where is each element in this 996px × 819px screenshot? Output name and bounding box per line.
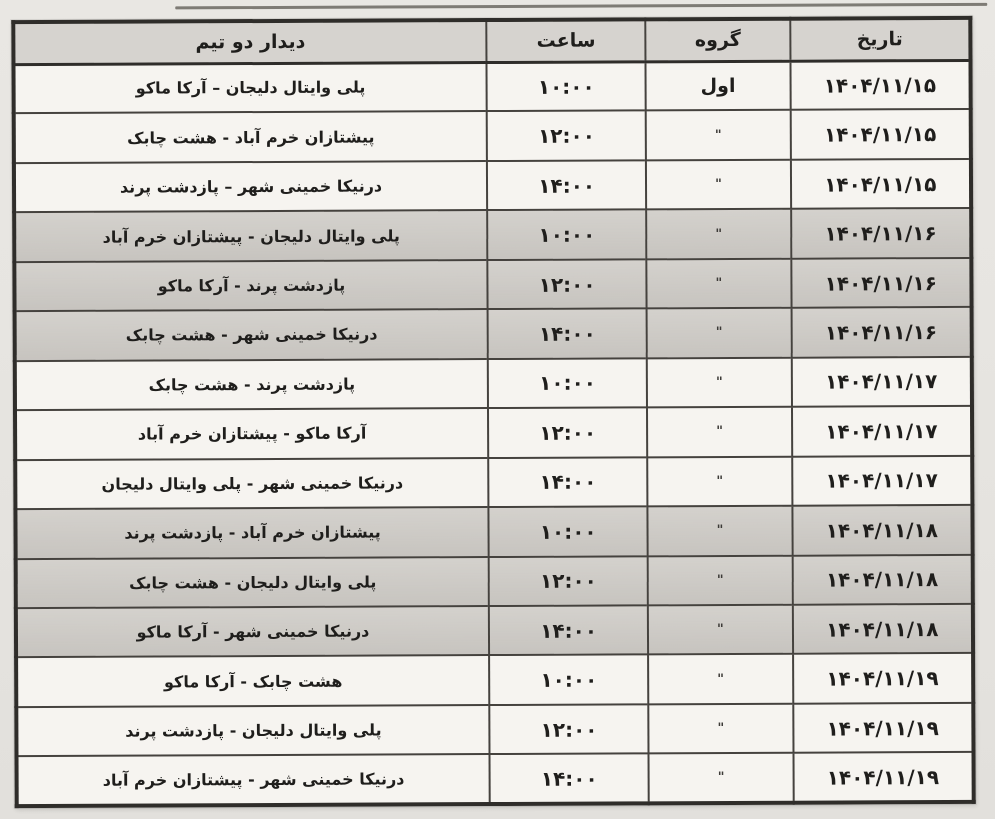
date-cell: ۱۴۰۴/۱۱/۱۹ — [794, 752, 975, 802]
date-cell: ۱۴۰۴/۱۱/۱۹ — [794, 703, 975, 753]
match-cell: پازدشت پرند - آرکا ماکو — [15, 260, 488, 312]
group-cell: " — [649, 654, 794, 704]
date-cell: ۱۴۰۴/۱۱/۱۵ — [791, 109, 972, 159]
time-cell: ۱۰:۰۰ — [489, 358, 649, 408]
schedule-row — [17, 554, 974, 608]
schedule-row — [15, 208, 972, 262]
time-cell: ۱۴:۰۰ — [489, 309, 649, 359]
match-cell: پلی وایتال دلیجان - پازدشت پرند — [17, 705, 490, 757]
match-cell: پیشتازان خرم آباد - پازدشت پرند — [16, 507, 489, 559]
time-cell: ۱۲:۰۰ — [490, 556, 650, 606]
time-cell: ۱۲:۰۰ — [488, 111, 648, 161]
time-cell: ۱۲:۰۰ — [489, 408, 649, 458]
group-cell: " — [647, 209, 792, 259]
time-cell: ۱۰:۰۰ — [490, 655, 650, 705]
time-cell: ۱۰:۰۰ — [487, 61, 647, 111]
schedule-row — [16, 456, 973, 510]
group-cell: " — [648, 407, 793, 457]
scan-artifact-line — [176, 3, 988, 10]
date-cell: ۱۴۰۴/۱۱/۱۷ — [793, 406, 974, 456]
time-cell: ۱۴:۰۰ — [489, 457, 649, 507]
match-cell: هشت چابک - آرکا ماکو — [17, 655, 490, 707]
header-group: گروه — [647, 19, 791, 62]
date-cell: ۱۴۰۴/۱۱/۱۸ — [793, 604, 974, 654]
match-cell: پازدشت پرند - هشت چابک — [16, 359, 489, 411]
schedule-row — [16, 307, 973, 361]
date-cell: ۱۴۰۴/۱۱/۱۵ — [791, 60, 972, 110]
match-cell: پیشتازان خرم آباد - هشت چابک — [15, 111, 488, 163]
date-cell: ۱۴۰۴/۱۱/۱۷ — [793, 456, 974, 506]
date-cell: ۱۴۰۴/۱۱/۱۶ — [792, 208, 973, 258]
time-cell: ۱۲:۰۰ — [488, 259, 648, 309]
header-time: ساعت — [487, 19, 647, 62]
header-row — [14, 18, 971, 64]
schedule-row — [15, 159, 972, 213]
group-cell: " — [649, 605, 794, 655]
date-cell: ۱۴۰۴/۱۱/۱۸ — [793, 554, 974, 604]
match-cell: درنیکا خمینی شهر – پازدشت پرند — [15, 161, 488, 213]
header-date: تاریخ — [791, 18, 972, 61]
schedule-body — [14, 60, 974, 806]
group-cell: " — [648, 308, 793, 358]
group-cell: " — [649, 506, 794, 556]
time-cell: ۱۴:۰۰ — [491, 754, 651, 804]
time-cell: ۱۴:۰۰ — [490, 605, 650, 655]
time-cell: ۱۴:۰۰ — [488, 160, 648, 210]
match-cell: آرکا ماکو - پیشتازان خرم آباد — [16, 408, 489, 460]
time-cell: ۱۲:۰۰ — [490, 704, 650, 754]
schedule-row — [17, 703, 974, 757]
group-cell: " — [649, 555, 794, 605]
group-cell: " — [649, 456, 794, 506]
group-cell: " — [650, 704, 795, 754]
schedule-row — [18, 752, 975, 806]
group-cell: " — [650, 753, 795, 803]
schedule-row — [17, 653, 974, 707]
schedule-row — [17, 604, 974, 658]
match-schedule-table — [12, 16, 976, 808]
group-cell: اول — [647, 61, 792, 111]
group-cell: " — [648, 259, 793, 309]
date-cell: ۱۴۰۴/۱۱/۱۶ — [792, 258, 973, 308]
match-cell: درنیکا خمینی شهر - آرکا ماکو — [17, 606, 490, 658]
match-cell: درنیکا خمینی شهر - پیشتازان خرم آباد — [18, 754, 491, 806]
match-cell: درنیکا خمینی شهر - هشت چابک — [16, 309, 489, 361]
date-cell: ۱۴۰۴/۱۱/۱۶ — [792, 307, 973, 357]
match-cell: پلی وایتال دلیجان – آرکا ماکو — [14, 62, 487, 114]
match-cell: درنیکا خمینی شهر - پلی وایتال دلیجان — [16, 458, 489, 510]
schedule-row — [15, 109, 972, 163]
schedule-row — [16, 357, 973, 411]
match-cell: پلی وایتال دلیجان - هشت چابک — [17, 557, 490, 609]
group-cell: " — [647, 160, 792, 210]
date-cell: ۱۴۰۴/۱۱/۱۵ — [792, 159, 973, 209]
time-cell: ۱۰:۰۰ — [489, 506, 649, 556]
match-cell: پلی وایتال دلیجان - پیشتازان خرم آباد — [15, 210, 488, 262]
group-cell: " — [647, 110, 792, 160]
schedule-row — [14, 60, 971, 114]
date-cell: ۱۴۰۴/۱۱/۱۷ — [792, 357, 973, 407]
date-cell: ۱۴۰۴/۱۱/۱۸ — [793, 505, 974, 555]
schedule-row — [15, 258, 972, 312]
group-cell: " — [648, 357, 793, 407]
schedule-row — [16, 406, 973, 460]
date-cell: ۱۴۰۴/۱۱/۱۹ — [794, 653, 975, 703]
header-match: دیدار دو تیم — [14, 20, 487, 64]
schedule-row — [16, 505, 973, 559]
time-cell: ۱۰:۰۰ — [488, 210, 648, 260]
